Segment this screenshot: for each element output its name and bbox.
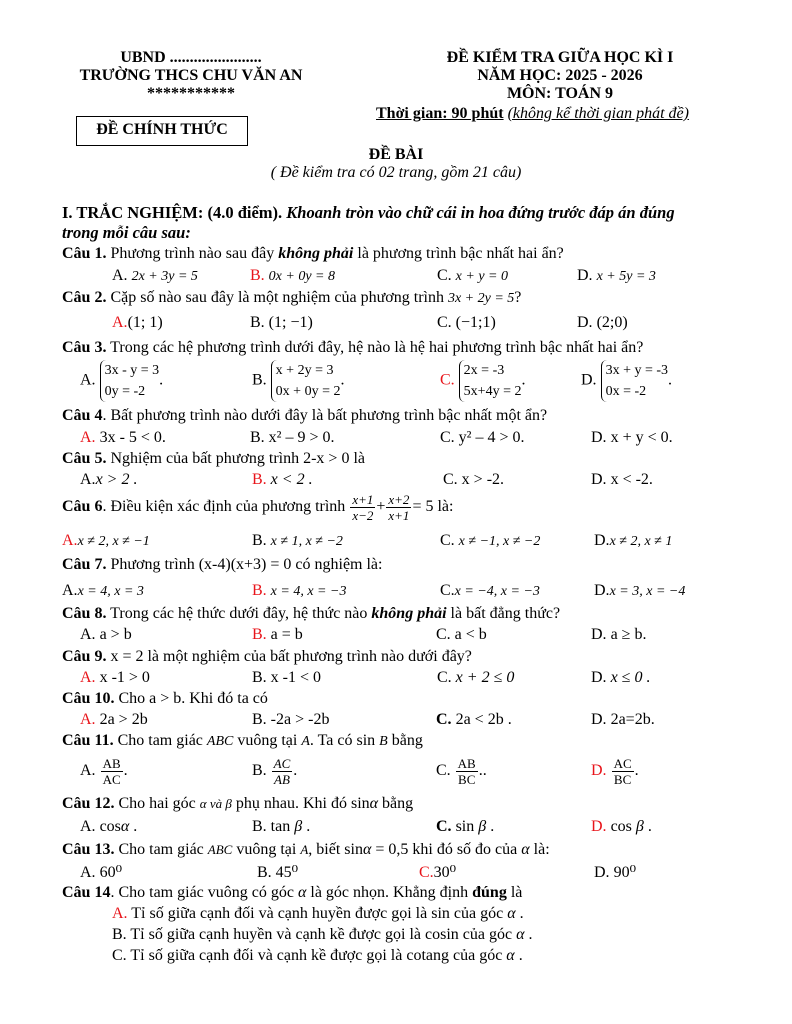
q7-letter-d: D. xyxy=(594,582,610,599)
q8-text-post: là bất đẳng thức? xyxy=(446,605,561,622)
q9-text: x = 2 là một nghiệm của bất phương trình nào dưới đây? xyxy=(110,648,472,665)
pages-note: ( Đề kiểm tra có 02 trang, gồm 21 câu) xyxy=(270,164,522,181)
q12-option-b[interactable]: B. tan β . xyxy=(252,818,311,835)
q8-letter-c: C. xyxy=(436,626,451,643)
q13-letter-b: B. xyxy=(257,864,272,881)
q6-value-c: x ≠ −1, x ≠ −2 xyxy=(458,534,541,549)
q12-text-1: Cho hai góc xyxy=(118,795,196,812)
q7-value-b: x = 4, x = −3 xyxy=(270,584,347,599)
q12-angles: α và β xyxy=(199,796,232,811)
q14-option-a[interactable]: A. Tỉ số giữa cạnh đối và cạnh huyền được gọi là sin của góc α . xyxy=(112,905,524,922)
q2-value-b: (1; −1) xyxy=(268,314,313,331)
q10-text: Cho a > b. Khi đó ta có xyxy=(118,690,268,707)
q14-text-3: là xyxy=(510,884,523,901)
q14-text: . Cho tam giác vuông có góc xyxy=(110,884,294,901)
q8-emphasis: không phải xyxy=(371,605,447,622)
q2-value-d: (2;0) xyxy=(596,314,628,331)
q6-letter-d: D. xyxy=(594,532,610,549)
q12-alpha: α xyxy=(369,795,379,812)
q3-d-eq1: 3x + y = -3 xyxy=(605,363,669,378)
q7-value-c: x = −4, x = −3 xyxy=(454,584,540,599)
q11-text-2: vuông tại xyxy=(237,732,298,749)
q13-value-d: 90⁰ xyxy=(613,864,636,881)
q1-letter-d: D. xyxy=(577,267,593,284)
q1-value-d: x + 5y = 3 xyxy=(596,269,656,284)
q2-letter-b: B. xyxy=(250,314,265,331)
q13-alpha-2: α xyxy=(521,841,530,858)
q13-option-a[interactable] xyxy=(80,862,122,882)
exam-title: ĐỀ KIỂM TRA GIỮA HỌC KÌ I xyxy=(446,49,674,66)
question-13 xyxy=(62,841,550,859)
q5-letter-d: D. xyxy=(591,471,607,488)
q2-equation: 3x + 2y = 5 xyxy=(447,291,515,306)
q6-fraction-1 xyxy=(350,492,375,523)
q5-option-d[interactable] xyxy=(591,471,653,489)
section-heading: I. TRẮC NGHIỆM: (4.0 điểm). xyxy=(62,203,283,222)
q1-emphasis: không phải xyxy=(278,245,354,262)
q11-letter-a: A. xyxy=(80,762,96,779)
q10-option-c[interactable] xyxy=(436,711,512,729)
q8-option-d[interactable] xyxy=(591,626,646,644)
q6-f2-den: x+1 xyxy=(388,508,410,523)
q3-system-c xyxy=(459,360,522,402)
q4-text: . Bất phương trình nào dưới đây là bất phương trình bậc nhất một ẩn? xyxy=(102,407,548,424)
school-name: TRƯỜNG THCS CHU VĂN AN xyxy=(79,67,303,84)
q14-label: Câu 14 xyxy=(62,884,111,901)
question-11 xyxy=(62,732,423,750)
q13-value-c: 30⁰ xyxy=(433,864,457,881)
q11-point-b: B xyxy=(379,734,388,749)
q9-value-c: x + 2 ≤ 0 xyxy=(455,669,515,686)
q11-fraction-b xyxy=(272,756,293,787)
q9-option-b[interactable] xyxy=(252,669,321,687)
q13-text-4: = 0,5 khi đó số đo của xyxy=(375,841,518,858)
q7-text: Phương trình xyxy=(110,556,195,573)
q8-value-d: a ≥ b. xyxy=(610,626,647,643)
q11-letter-d: D. xyxy=(591,762,607,779)
q13-alpha-1: α xyxy=(362,841,372,858)
q4-label: Câu 4 xyxy=(62,407,103,424)
q1-letter-b: B. xyxy=(250,267,265,284)
q8-letter-a: A. xyxy=(80,626,96,643)
q14-alpha-c: α xyxy=(506,947,515,964)
q11-text-4: bằng xyxy=(391,732,423,749)
q3-c-eq1: 2x = -3 xyxy=(463,363,505,378)
question-9 xyxy=(62,648,472,666)
q1-value-a: 2x + 3y = 5 xyxy=(131,269,198,284)
q12-letter-b: B. xyxy=(252,818,267,835)
q11-fraction-a xyxy=(101,756,123,787)
q1-option-b[interactable] xyxy=(250,267,335,285)
school-year: NĂM HỌC: 2025 - 2026 xyxy=(477,67,643,84)
q13-letter-d: D. xyxy=(594,864,610,881)
q11-option-d[interactable]: D. $\frac{AC}{BC}$ . xyxy=(591,755,639,787)
q5-option-b[interactable] xyxy=(252,471,313,489)
q1-letter-c: C. xyxy=(437,267,452,284)
q11-b-den: AB xyxy=(274,771,290,787)
exam-time xyxy=(376,105,689,123)
q10-value-c: 2a < 2b . xyxy=(455,711,512,728)
q4-value-c: y² – 4 > 0. xyxy=(458,429,525,446)
q12-label: Câu 12. xyxy=(62,795,115,812)
q8-letter-d: D. xyxy=(591,626,607,643)
q14-letter-c: C. xyxy=(112,947,127,964)
section-instruction-2: trong mỗi câu sau: xyxy=(62,223,191,242)
q2-text: Cặp số nào sau đây là một nghiệm của phương trình xyxy=(110,289,444,306)
q3-label: Câu 3. xyxy=(62,339,107,356)
q8-option-b[interactable] xyxy=(252,626,303,644)
q2-option-c[interactable] xyxy=(437,314,496,332)
q14-emphasis: đúng xyxy=(472,884,507,901)
q14-value-b: Tỉ số giữa cạnh huyền và cạnh kề được gọi là cosin của góc xyxy=(130,926,513,943)
ubnd-line: UBND ....................... xyxy=(120,49,262,66)
q14-alpha-a: α xyxy=(507,905,516,922)
q14-value-a: Tỉ số giữa cạnh đối và cạnh huyền được gọi là sin của góc xyxy=(131,905,504,922)
q10-option-b[interactable] xyxy=(252,711,329,729)
q7-option-b[interactable] xyxy=(252,582,346,600)
q6-value-a: x ≠ 2, x ≠ −1 xyxy=(77,534,150,549)
q13-text-2: vuông tại xyxy=(236,841,297,858)
q11-option-b[interactable]: B. $\frac{AC}{AB}$ . xyxy=(252,755,298,787)
q8-value-a: a > b xyxy=(99,626,132,643)
q12-letter-d: D. xyxy=(591,818,607,835)
q11-d-num: AC xyxy=(613,755,632,771)
q8-option-c[interactable] xyxy=(436,626,487,644)
q14-text-2: là góc nhọn. Khẳng định xyxy=(310,884,469,901)
q10-letter-d: D. xyxy=(591,711,607,728)
q7-label: Câu 7. xyxy=(62,556,107,573)
q13-text-3: , biết sin xyxy=(308,841,363,858)
subject: MÔN: TOÁN 9 xyxy=(506,85,614,102)
q7-letter-a: A. xyxy=(62,582,78,599)
q6-value-b: x ≠ 1, x ≠ −2 xyxy=(270,534,343,549)
q7-letter-b: B. xyxy=(252,582,267,599)
q12-var-c: β xyxy=(478,818,487,835)
q5-value-d: x < -2. xyxy=(610,471,653,488)
q11-option-c[interactable]: C. $\frac{AB}{BC}$ .. xyxy=(436,755,487,787)
q11-point-a: A xyxy=(301,734,310,749)
q13-letter-c: C. xyxy=(419,864,434,881)
q5-letter-c: C. xyxy=(443,471,458,488)
q8-value-b: a = b xyxy=(270,626,303,643)
q5-option-a[interactable] xyxy=(80,471,137,489)
official-label: ĐỀ CHÍNH THỨC xyxy=(96,121,228,138)
q3-b-eq2: 0x + 0y = 2 xyxy=(275,384,341,399)
q8-option-a[interactable] xyxy=(80,626,132,644)
q12-option-c[interactable]: C. sin β . xyxy=(436,818,495,835)
q7-option-c[interactable] xyxy=(440,582,540,600)
q5-value-a: x > 2 . xyxy=(95,471,138,488)
q12-func-b: tan xyxy=(270,818,291,835)
q11-a-den: AC xyxy=(102,771,121,787)
q2-option-b[interactable] xyxy=(250,314,313,332)
q11-abc: ABC xyxy=(206,734,234,749)
q8-label: Câu 8. xyxy=(62,605,107,622)
q10-letter-c: C. xyxy=(436,711,452,728)
q3-text: Trong các hệ phương trình dưới đây, hệ nào là hệ hai phương trình bậc nhất hai ẩn? xyxy=(110,339,644,356)
q11-c-den: BC xyxy=(458,771,476,787)
q5-text: Nghiệm của bất phương trình 2-x > 0 là xyxy=(110,450,365,467)
q2-letter-c: C. xyxy=(437,314,452,331)
q10-letter-b: B. xyxy=(252,711,267,728)
question-7 xyxy=(62,556,382,574)
q4-option-c[interactable] xyxy=(440,429,525,447)
q6-option-b[interactable] xyxy=(252,532,343,550)
q7-value-a: x = 4, x = 3 xyxy=(77,584,144,599)
q7-option-a[interactable] xyxy=(62,582,144,600)
q11-d-den: BC xyxy=(613,771,632,787)
q13-option-c[interactable] xyxy=(419,862,456,882)
q9-letter-b: B. xyxy=(252,669,267,686)
q6-letter-a: A. xyxy=(62,532,78,549)
q3-letter-b: B. xyxy=(252,371,267,389)
q11-letter-c: C. xyxy=(436,762,451,779)
q2-letter-a: A. xyxy=(112,314,128,331)
q3-letter-c: C. xyxy=(440,371,455,389)
q11-label: Câu 11. xyxy=(62,732,114,749)
q10-option-a[interactable] xyxy=(80,711,148,729)
q4-value-d: x + y < 0. xyxy=(610,429,673,446)
q10-option-d[interactable] xyxy=(591,711,655,729)
q6-f1-num: x+1 xyxy=(352,492,374,507)
q4-option-a[interactable] xyxy=(80,429,166,447)
q3-b-eq1: x + 2y = 3 xyxy=(275,363,334,378)
q11-fraction-c xyxy=(456,756,478,787)
q7-option-d[interactable] xyxy=(594,582,685,600)
q3-option-a[interactable]: A. 3x - y = 3 0y = -2 . xyxy=(80,360,163,402)
question-10 xyxy=(62,690,268,708)
q10-value-b: -2a > -2b xyxy=(270,711,330,728)
q4-value-b: x² – 9 > 0. xyxy=(268,429,335,446)
q6-letter-c: C. xyxy=(440,532,455,549)
q5-option-c[interactable] xyxy=(443,471,504,489)
q1-option-a[interactable] xyxy=(112,267,198,285)
q1-option-d[interactable] xyxy=(577,267,656,285)
q4-letter-a: A. xyxy=(80,429,96,446)
q13-value-a: 60⁰ xyxy=(99,864,122,881)
q13-abc: ABC xyxy=(207,842,233,857)
q5-value-b: x < 2 . xyxy=(270,471,313,488)
q4-value-a: 3x - 5 < 0. xyxy=(99,429,166,446)
q1-option-c[interactable] xyxy=(437,267,508,285)
q3-d-eq2: 0x = -2 xyxy=(605,384,647,399)
q1-text-post: là phương trình bậc nhất hai ẩn? xyxy=(353,245,564,262)
q6-f2-num: x+2 xyxy=(388,492,410,507)
q12-var-d: β xyxy=(635,818,644,835)
q4-letter-d: D. xyxy=(591,429,607,446)
q9-label: Câu 9. xyxy=(62,648,107,665)
q9-option-a[interactable] xyxy=(80,669,150,687)
q12-var-b: β xyxy=(294,818,303,835)
q9-option-c[interactable] xyxy=(437,669,514,687)
q12-var-a: α xyxy=(120,818,130,835)
q14-alpha: α xyxy=(297,884,307,901)
q3-option-b[interactable]: B. x + 2y = 3 0x + 0y = 2 . xyxy=(252,360,344,402)
q5-value-c: x > -2. xyxy=(461,471,505,488)
q9-option-d[interactable] xyxy=(591,669,650,687)
q3-system-a xyxy=(100,360,160,402)
q10-value-a: 2a > 2b xyxy=(99,711,148,728)
q4-option-d[interactable] xyxy=(591,429,673,447)
q6-f1-den: x−2 xyxy=(352,508,374,523)
q6-option-c[interactable] xyxy=(440,532,540,550)
q6-option-a[interactable] xyxy=(62,532,150,550)
q11-b-num: AC xyxy=(273,755,291,771)
q5-letter-b: B. xyxy=(252,471,267,488)
q2-value-c: (−1;1) xyxy=(455,314,496,331)
q12-func-c: sin xyxy=(455,818,475,835)
q11-text-1: Cho tam giác xyxy=(117,732,203,749)
q10-value-d: 2a=2b. xyxy=(610,711,655,728)
question-14 xyxy=(62,884,522,902)
q1-value-b: 0x + 0y = 8 xyxy=(268,269,335,284)
q11-a-num: AB xyxy=(102,755,121,771)
time-label: Thời gian: 90 phút xyxy=(376,105,504,122)
q7-letter-c: C. xyxy=(440,582,455,599)
q12-func-d: cos xyxy=(610,818,632,835)
q11-letter-b: B. xyxy=(252,762,267,779)
question-12 xyxy=(62,795,413,813)
q13-value-b: 45⁰ xyxy=(275,864,299,881)
q9-letter-a: A. xyxy=(80,669,96,686)
q14-letter-b: B. xyxy=(112,926,127,943)
q2-letter-d: D. xyxy=(577,314,593,331)
section-instruction: Khoanh tròn vào chữ cái in hoa đứng trước đáp án đúng xyxy=(286,203,675,222)
q6-value-d: x ≠ 2, x ≠ 1 xyxy=(609,534,673,549)
q7-value-d: x = 3, x = −4 xyxy=(609,584,686,599)
question-6: Câu 6. Điều kiện xác định của phương trình $\frac{x+1}{x-2}$ + $\frac{x+2}{x+1}$ = 5 là: xyxy=(62,492,454,523)
q14-option-c[interactable]: C. Tỉ số giữa cạnh đối và cạnh kề được gọi là cotang của góc α . xyxy=(112,947,523,964)
question-8 xyxy=(62,605,560,623)
q1-value-c: x + y = 0 xyxy=(455,269,508,284)
q5-label: Câu 5. xyxy=(62,450,107,467)
q13-option-d[interactable] xyxy=(594,862,636,882)
q6-letter-b: B. xyxy=(252,532,267,549)
q14-letter-a: A. xyxy=(112,905,128,922)
q2-option-d[interactable] xyxy=(577,314,628,332)
q12-text-3: bằng xyxy=(382,795,414,812)
question-4 xyxy=(62,407,547,425)
q2-value-a: (1; 1) xyxy=(127,314,163,331)
question-1 xyxy=(62,245,564,263)
q4-option-b[interactable] xyxy=(250,429,335,447)
q13-text-5: là: xyxy=(533,841,550,858)
q10-letter-a: A. xyxy=(80,711,96,728)
q2-option-a[interactable] xyxy=(112,314,163,332)
q2-label: Câu 2. xyxy=(62,289,107,306)
q11-c-num: AB xyxy=(457,755,476,771)
q3-a-eq1: 3x - y = 3 xyxy=(104,363,160,378)
q9-letter-d: D. xyxy=(591,669,607,686)
q8-value-c: a < b xyxy=(454,626,487,643)
q9-value-b: x -1 < 0 xyxy=(270,669,322,686)
q11-text-3: . Ta có sin xyxy=(309,732,376,749)
q12-option-d[interactable]: D. cos β . xyxy=(591,818,652,835)
q11-option-a[interactable]: A. $\frac{AB}{AC}$ . xyxy=(80,755,128,787)
q9-letter-c: C. xyxy=(437,669,452,686)
q7-end: có nghiệm là: xyxy=(295,556,383,573)
q3-letter-a: A. xyxy=(80,371,96,389)
q8-letter-b: B. xyxy=(252,626,267,643)
q5-letter-a: A. xyxy=(80,471,96,488)
q11-fraction-d xyxy=(612,756,634,787)
q13-option-b[interactable] xyxy=(257,862,298,882)
q7-equation: (x-4)(x+3) = 0 xyxy=(198,556,292,573)
question-3 xyxy=(62,339,643,357)
q4-letter-b: B. xyxy=(250,429,265,446)
q6-option-d[interactable] xyxy=(594,532,672,550)
q2-end: ? xyxy=(514,289,522,306)
q13-point-a: A xyxy=(300,842,309,857)
section-title xyxy=(62,203,675,223)
q13-text-1: Cho tam giác xyxy=(118,841,204,858)
q14-option-b[interactable]: B. Tỉ số giữa cạnh huyền và cạnh kề được gọi là cosin của góc α . xyxy=(112,926,533,943)
q3-system-b xyxy=(271,360,341,402)
q6-text: . Điều kiện xác định của phương trình xyxy=(102,498,346,516)
q1-label: Câu 1. xyxy=(62,245,107,262)
q14-alpha-b: α xyxy=(516,926,525,943)
q9-value-d: x ≤ 0 . xyxy=(610,669,651,686)
de-bai-title: ĐỀ BÀI xyxy=(368,146,424,163)
q3-system-d xyxy=(601,360,668,402)
q12-letter-a: A. xyxy=(80,818,96,835)
q12-letter-c: C. xyxy=(436,818,452,835)
q1-letter-a: A. xyxy=(112,267,128,284)
q13-label: Câu 13. xyxy=(62,841,115,858)
q1-text-pre: Phương trình nào sau đây xyxy=(110,245,279,262)
question-5 xyxy=(62,450,365,468)
q3-option-c[interactable]: C. 2x = -3 5x+4y = 2 . xyxy=(440,360,525,402)
q6-fraction-2 xyxy=(386,492,411,523)
q3-a-eq2: 0y = -2 xyxy=(104,384,146,399)
q3-option-d[interactable]: D. 3x + y = -3 0x = -2 . xyxy=(581,360,672,402)
q12-func-a: cos xyxy=(99,818,121,835)
q13-letter-a: A. xyxy=(80,864,96,881)
q14-value-c: Tỉ số giữa cạnh đối và cạnh kề được gọi là cotang của góc xyxy=(130,947,503,964)
q12-text-2: phụ nhau. Khi đó sin xyxy=(235,795,370,812)
q3-letter-d: D. xyxy=(581,371,597,389)
q10-label: Câu 10. xyxy=(62,690,115,707)
q4-letter-c: C. xyxy=(440,429,455,446)
q3-c-eq2: 5x+4y = 2 xyxy=(463,384,522,399)
q6-label: Câu 6 xyxy=(62,498,103,516)
q6-rhs: = 5 là: xyxy=(412,498,454,516)
q9-value-a: x -1 > 0 xyxy=(99,669,150,686)
q8-text-pre: Trong các hệ thức dưới đây, hệ thức nào xyxy=(110,605,372,622)
question-2 xyxy=(62,289,521,307)
school-stars: *********** xyxy=(147,85,235,102)
q12-option-a[interactable]: A. cosα . xyxy=(80,818,138,835)
time-note: (không kể thời gian phát đề) xyxy=(507,105,689,122)
